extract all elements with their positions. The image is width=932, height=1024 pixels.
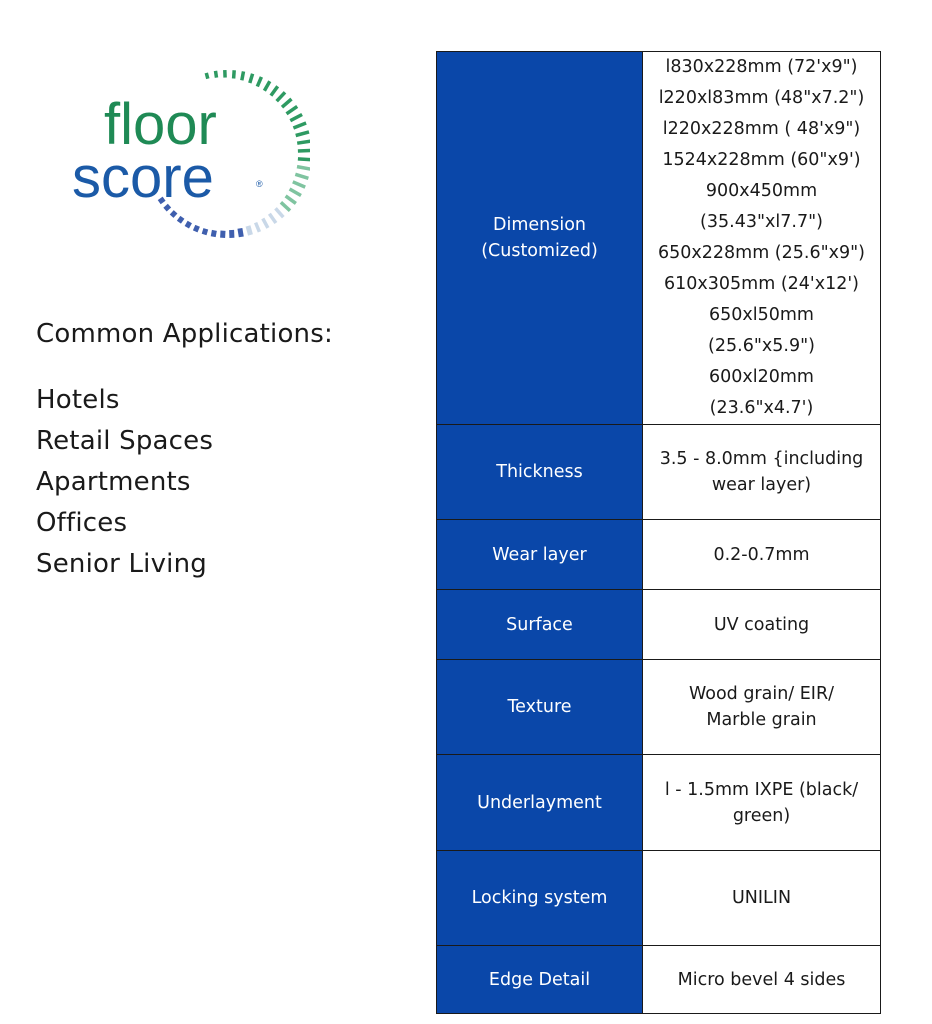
logo-ring-dash [213,230,214,236]
spec-label-line: (Customized) [481,241,598,261]
logo-ring-dash [172,212,176,216]
logo-word-floor: floor [104,92,217,157]
dimension-value: 1524x228mm (60"x9') [662,150,861,170]
spec-value-thickness [643,425,881,520]
spec-value-line: 3.5 - 8.0mm {including [659,449,864,469]
logo-ring-dash [293,182,305,187]
logo-ring-dash [242,71,244,80]
logo-ring-dash [295,174,308,178]
applications-heading: Common Applications: [36,319,333,349]
spec-row-wear-layer [437,520,881,590]
spec-value-dimension [643,52,881,425]
logo-ring-dash [187,222,190,227]
logo-ring-dash [296,132,309,136]
logo-ring-dash [271,86,278,95]
spec-label-thickness: Thickness [437,425,643,520]
logo-ring-dash [204,229,206,235]
spec-value-line: Marble grain [706,710,817,730]
spec-row-edge-detail [437,946,881,1014]
spec-row-thickness [437,425,881,520]
spec-label-underlayment: Underlayment [437,755,643,851]
logo-ring-dash [287,106,298,113]
logo-ring-dash [298,150,310,151]
application-item: Hotels [36,385,120,415]
floorscore-logo [60,52,310,252]
dimension-value: 610x305mm (24'x12') [664,274,859,294]
spec-value-wear-layer: 0.2-0.7mm [643,520,881,590]
logo-ring-dash [282,99,292,107]
dimension-value: 900x450mm [705,181,818,201]
floorscore-logo-graphic [60,52,310,252]
spec-label-line: Dimension [492,215,587,235]
application-item: Senior Living [36,549,207,579]
spec-value-underlayment [643,755,881,851]
logo-ring-dash [276,208,284,217]
logo-ring-dash [277,92,285,101]
logo-ring-dash [257,77,261,87]
spec-value-surface: UV coating [643,590,881,660]
logo-ring-dash [256,223,260,232]
spec-value-line: wear layer) [711,475,812,495]
spec-row-dimension [437,52,881,425]
spec-label-surface: Surface [437,590,643,660]
logo-ring-dash [234,70,235,78]
logo-ring-dash [286,196,296,204]
applications-list [36,380,416,585]
logo-ring-dash [281,202,290,210]
logo-ring-dash [297,141,310,143]
logo-ring-dash [290,115,302,121]
logo-ring-dash [240,228,241,237]
logo-word-score: score [72,145,214,210]
spec-label-wear-layer: Wear layer [437,520,643,590]
spec-value-line: l - 1.5mm IXPE (black/ [664,779,859,800]
spec-label-texture: Texture [437,660,643,755]
application-item: Offices [36,508,128,538]
dimension-value: l830x228mm (72'x9") [665,57,858,77]
logo-registered-mark: ® [256,179,263,189]
spec-row-underlayment [437,755,881,851]
spec-label-edge-detail: Edge Detail [437,946,643,1014]
logo-ring-dash [248,226,251,235]
logo-ring-dash [179,217,183,222]
logo-ring-dash [269,214,276,223]
dimension-value: l220x228mm ( 48'x9") [662,119,861,139]
spec-row-texture [437,660,881,755]
spec-row-locking-system [437,851,881,946]
dimension-value: l220xl83mm (48"x7.2") [658,88,865,108]
logo-ring-dash [216,71,217,78]
dimension-value: (35.43"xl7.7") [700,212,823,232]
spec-value-texture [643,660,881,755]
logo-ring-dash [293,123,306,128]
spec-label-dimension [437,52,643,425]
spec-value-line: Wood grain/ EIR/ [688,684,835,704]
logo-ring-dash [290,189,301,196]
spec-table [436,51,881,1014]
spec-label-locking-system: Locking system [437,851,643,946]
logo-ring-dash [264,81,269,91]
spec-row-surface [437,590,881,660]
logo-ring-dash [297,167,310,170]
applications-section [36,316,416,585]
spec-value-locking-system: UNILIN [643,851,881,946]
dimension-value: 650xl50mm (25.6"x5.9") [708,305,815,356]
logo-ring-dash [298,159,310,160]
spec-value-edge-detail: Micro bevel 4 sides [643,946,881,1014]
logo-ring-dash [250,74,253,83]
logo-ring-dash [195,226,197,232]
application-item: Retail Spaces [36,426,214,456]
logo-ring-dash [206,73,208,79]
dimension-value: 650x228mm (25.6"x9") [657,243,866,263]
dimension-value: 600xl20mm (23.6"x4.7') [709,367,814,418]
application-item: Apartments [36,467,191,497]
logo-ring-dash [263,219,268,228]
spec-value-line: green) [732,805,791,826]
